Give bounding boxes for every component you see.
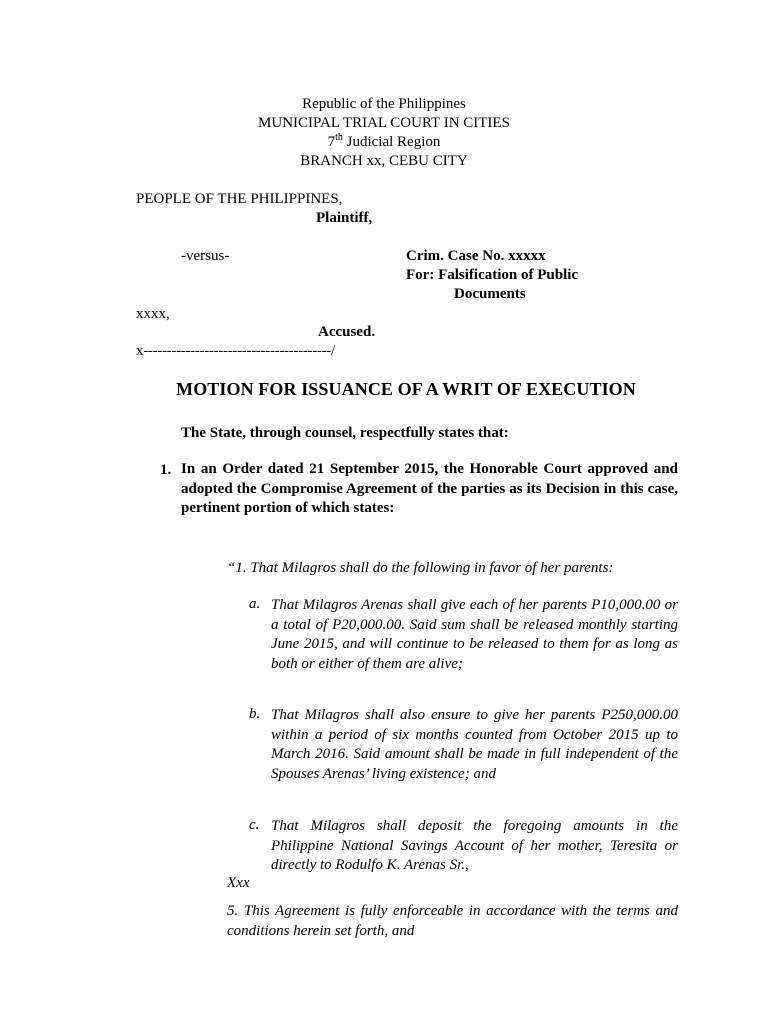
case-charge-line2: Documents [454, 286, 526, 302]
quote-item-a-text: That Milagros Arenas shall give each of her parents P10,000.00 or a total of P20,000.00. Said sum shall be released monthly starting June 2015, and will continue to be released to them for as long as both or either of them are alive; [271, 597, 678, 672]
versus-label: -versus- [181, 248, 230, 264]
quote-item-c-text: That Milagros shall deposit the foregoing amounts in the Philippine National Savings Account of her mother, Teresita or directly to Rodulfo K. Arenas Sr., [271, 818, 678, 874]
plaintiff-role: Plaintiff, [316, 210, 373, 226]
quote-item-a-marker: a. [249, 596, 261, 612]
case-number: Crim. Case No. xxxxx [406, 248, 546, 264]
caption-separator: x----------------------------------------/ [136, 343, 335, 359]
accused-name: xxxx, [136, 306, 170, 322]
quote-item-b-text: That Milagros shall also ensure to give her parents P250,000.00 within a period of six months counted from October 2015 up to March 2016. Said amount shall be made in full independent of the Spouses Arenas’ living existence; and [271, 707, 678, 782]
intro-statement: The State, through counsel, respectfully states that: [181, 425, 509, 441]
accused-role: Accused. [318, 324, 376, 340]
quote-omission: Xxx [227, 875, 250, 891]
header-region: 7th Judicial Region [327, 132, 441, 150]
header-court: MUNICIPAL TRIAL COURT IN CITIES [258, 115, 510, 131]
document-title: MOTION FOR ISSUANCE OF A WRIT OF EXECUTION [176, 379, 636, 399]
header-republic: Republic of the Philippines [302, 96, 466, 112]
quote-item-c-marker: c. [249, 817, 260, 833]
quote-item-b-marker: b. [249, 706, 261, 722]
plaintiff-name: PEOPLE OF THE PHILIPPINES, [136, 191, 343, 207]
case-charge-line1: For: Falsification of Public [406, 267, 579, 283]
item-1-text: In an Order dated 21 September 2015, the Honorable Court approved and adopted the Compromise Agreement of the parties as its Decision in this case, pertinent portion of which states: [181, 461, 678, 517]
quote-lead: “1. That Milagros shall do the following in favor of her parents: [227, 560, 614, 576]
item-1-number: 1. [160, 462, 172, 478]
header-branch: BRANCH xx, CEBU CITY [300, 153, 468, 169]
quote-item-5: 5. This Agreement is fully enforceable in accordance with the terms and conditions herein set forth, and [227, 903, 678, 939]
